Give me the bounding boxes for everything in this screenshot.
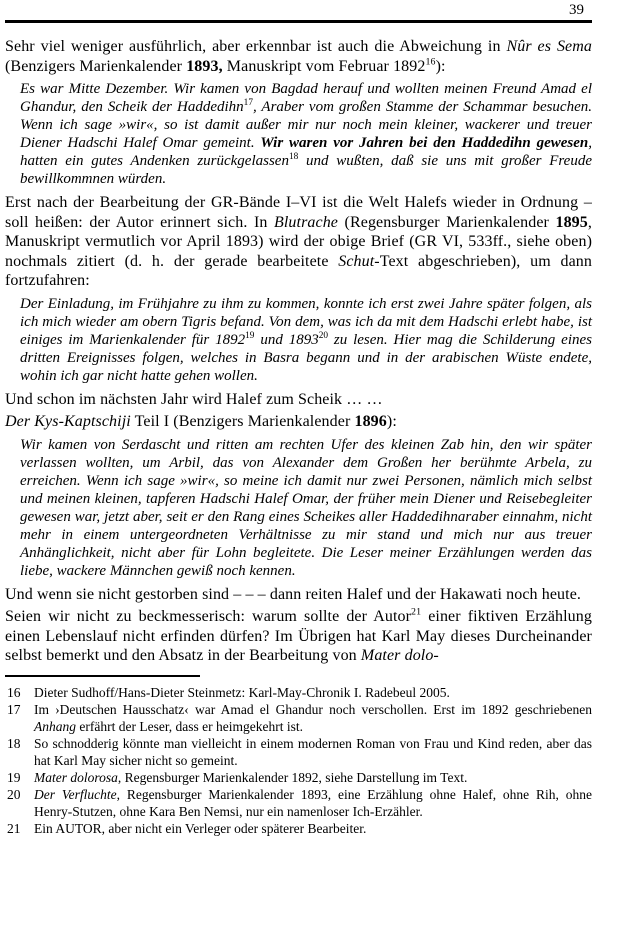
footnote-number: 21 bbox=[7, 820, 21, 836]
footnote-item bbox=[5, 769, 592, 786]
text-run: Erst nach der Bearbeitung der GR-Bände I–VI ist die Welt Halefs wieder in Ordnung – soll heißen: der Autor erinnert sich. In bbox=[5, 194, 592, 231]
footnote-text bbox=[34, 684, 592, 701]
text-run: 1893, bbox=[186, 57, 223, 75]
text-run: 1896 bbox=[354, 413, 387, 430]
text-run: einer fiktiven Erzählung einen Lebenslauf nicht erfinden dürfen? Im Übrigen hat Karl May dieses Durcheinander selbst bemerkt und den Absatz in der Bearbeitung von bbox=[5, 608, 592, 664]
header-rule bbox=[5, 20, 592, 23]
footnote-ref: 16 bbox=[425, 56, 436, 68]
page-number: 39 bbox=[569, 2, 584, 18]
footnote-ref: 20 bbox=[318, 330, 328, 341]
text-run: ): bbox=[386, 413, 397, 430]
text-run: Sehr viel weniger ausführlich, aber erkennbar ist auch die Abweichung in bbox=[5, 38, 507, 55]
footnote-ref: 19 bbox=[245, 330, 255, 341]
text-run: Und schon im nächsten Jahr wird Halef zum Scheik … … bbox=[5, 390, 383, 408]
paragraph bbox=[5, 193, 592, 291]
text-run: und wußten, daß sie uns mit großer Freude bewillkommnen würden. bbox=[20, 153, 592, 187]
text-run: ): bbox=[435, 57, 446, 75]
text-run: Blutrache bbox=[274, 213, 339, 231]
text-run: (Regensburger Marienkalender bbox=[338, 213, 556, 231]
paragraph bbox=[5, 37, 592, 76]
footnotes-section bbox=[5, 675, 592, 837]
text-run: , Araber vom großen Stamme der Schammar besuchen. Wenn ich sage »wir«, so ist damit außer mir nur noch mein kleiner, wackerer und treuer Diener Hadschi Halef Omar gemeint. bbox=[20, 99, 592, 151]
text-run: Der Verfluchte bbox=[34, 786, 117, 802]
text-run: Anhang bbox=[34, 718, 76, 734]
text-run: Schut bbox=[338, 252, 375, 270]
footnote-number: 18 bbox=[7, 735, 21, 751]
footnote-ref: 17 bbox=[243, 98, 253, 108]
paragraph bbox=[5, 390, 592, 410]
footnote-number: 17 bbox=[7, 701, 21, 717]
text-run: erfährt der Leser, dass er heimgekehrt ist. bbox=[76, 718, 303, 734]
text-run: zu lesen. Hier mag die Schilderung eines dritten Ereignisses folgen, welches in Basra begann und in der arabischen Wüste endete, wohin ich gar nicht hatte gehen wollen. bbox=[20, 331, 593, 384]
footnote-text bbox=[34, 701, 592, 735]
footnote-item bbox=[5, 701, 592, 735]
footnote-item bbox=[5, 820, 592, 837]
text-run: Der Einladung, im Frühjahre zu ihm zu kommen, konnte ich erst zwei Jahre später folgen, als ich mich wieder am obern Tigris befand. Von dem, was ich da mit dem Hadschi erlebt habe, ist einiges im Marienkalender für 1892 bbox=[20, 295, 592, 348]
text-run: Ein AUTOR, aber nicht ein Verleger oder späterer Bearbeiter. bbox=[34, 820, 367, 836]
text-run: Der Kys-Kaptschiji bbox=[5, 413, 131, 430]
text-run: , Regensburger Marienkalender 1892, siehe Darstellung im Text. bbox=[117, 769, 468, 785]
text-run: Mater dolo- bbox=[360, 647, 439, 664]
footnote-number: 19 bbox=[7, 769, 21, 785]
footnote-ref: 18 bbox=[288, 152, 299, 162]
text-run: , Regensburger Marienkalender 1893, eine Erzählung ohne Halef, ohne Rih, ohne Henry-Stutzen, ohne Kara Ben Nemsi, nur ein namenloser Ich-Erzähler. bbox=[34, 786, 593, 819]
text-run: Wir kamen von Serdascht und ritten am rechten Ufer des kleinen Zab hin, den wir später verlassen wollten, um Arbil, das von Alexander dem Großen her berühmte Arbela, zu erreichen. Wenn ich sage »wir«, so meine ich damit nur zwei Personen, nämlich mich selbst und meinen kleinen, tapferen Hadschi Halef Omar, der früher mein Diener und Reisebegleiter gewesen war, jetzt aber, seit er den Rang eines Scheikes aller Haddedihnaraber einnahm, nicht mehr in einem untergeordneten Verhältnisse zu mir stand und mich nur aus treuer Anhänglichkeit, nicht aber für Lohn begleitete. Die Leser meiner Erzählungen werden das liebe, wackere Männchen gewiß noch kennen. bbox=[20, 436, 592, 579]
text-run: Mater dolorosa bbox=[34, 769, 118, 785]
text-run: Wir waren vor Jahren bei den Haddedihn gewesen bbox=[260, 135, 589, 151]
text-run: -Text abgeschrieben), um dann fortzufahren: bbox=[5, 252, 592, 289]
blockquote bbox=[20, 295, 592, 385]
footnote-text bbox=[34, 820, 592, 837]
text-run: Seien wir nicht zu beckmesserisch: warum sollte der Autor bbox=[5, 608, 412, 625]
footnote-number: 16 bbox=[7, 684, 21, 700]
text-run: Und wenn sie nicht gestorben sind – – – dann reiten Halef und der Hakawati noch heute. bbox=[5, 585, 581, 603]
footnote-item bbox=[5, 786, 592, 820]
footnote-separator bbox=[5, 675, 200, 677]
paragraph bbox=[5, 585, 592, 605]
blockquote bbox=[20, 436, 592, 580]
paragraph bbox=[5, 607, 592, 666]
paragraph bbox=[5, 412, 592, 432]
text-run: und 1893 bbox=[254, 331, 319, 348]
text-run: Es war Mitte Dezember. Wir kamen von Bagdad herauf und wollten meinen Freund Amad el Ghandur, den Scheik der Haddedihn bbox=[20, 81, 592, 115]
footnote-item bbox=[5, 735, 592, 769]
text-run: So schnodderig könnte man vielleicht in einem modernen Roman von Frau und Kind reden, aber das hat Karl May sicher nicht so gemeint. bbox=[34, 735, 592, 768]
blockquote bbox=[20, 80, 592, 188]
footnote-ref: 21 bbox=[411, 606, 422, 618]
page-header bbox=[5, 2, 592, 23]
text-run: Dieter Sudhoff/Hans-Dieter Steinmetz: Karl-May-Chronik I. Radebeul 2005. bbox=[34, 684, 450, 700]
page-body bbox=[5, 37, 592, 666]
footnote-text bbox=[34, 735, 592, 769]
text-run: Im ›Deutschen Hausschatz‹ war Amad el Ghandur noch verschollen. Erst im 1892 geschriebenen bbox=[34, 701, 592, 717]
text-run: , hatten ein gutes Andenken zurückgelassen bbox=[20, 135, 592, 169]
text-run: 1895 bbox=[555, 213, 588, 231]
text-run: Teil I (Benzigers Marienkalender bbox=[130, 413, 355, 430]
text-run: Nûr es Sema bbox=[506, 38, 593, 55]
footnote-text bbox=[34, 786, 592, 820]
text-run: , Manuskript vermutlich vor April 1893) wird der obige Brief (GR VI, 533ff., siehe oben) nochmals zitiert (d. h. der gerade bearbeitete bbox=[5, 213, 592, 270]
footnote-text bbox=[34, 769, 592, 786]
footnote-item bbox=[5, 684, 592, 701]
text-run: (Benzigers Marienkalender bbox=[5, 57, 187, 75]
footnote-number: 20 bbox=[7, 786, 21, 802]
text-run: Manuskript vom Februar 1892 bbox=[222, 57, 426, 75]
